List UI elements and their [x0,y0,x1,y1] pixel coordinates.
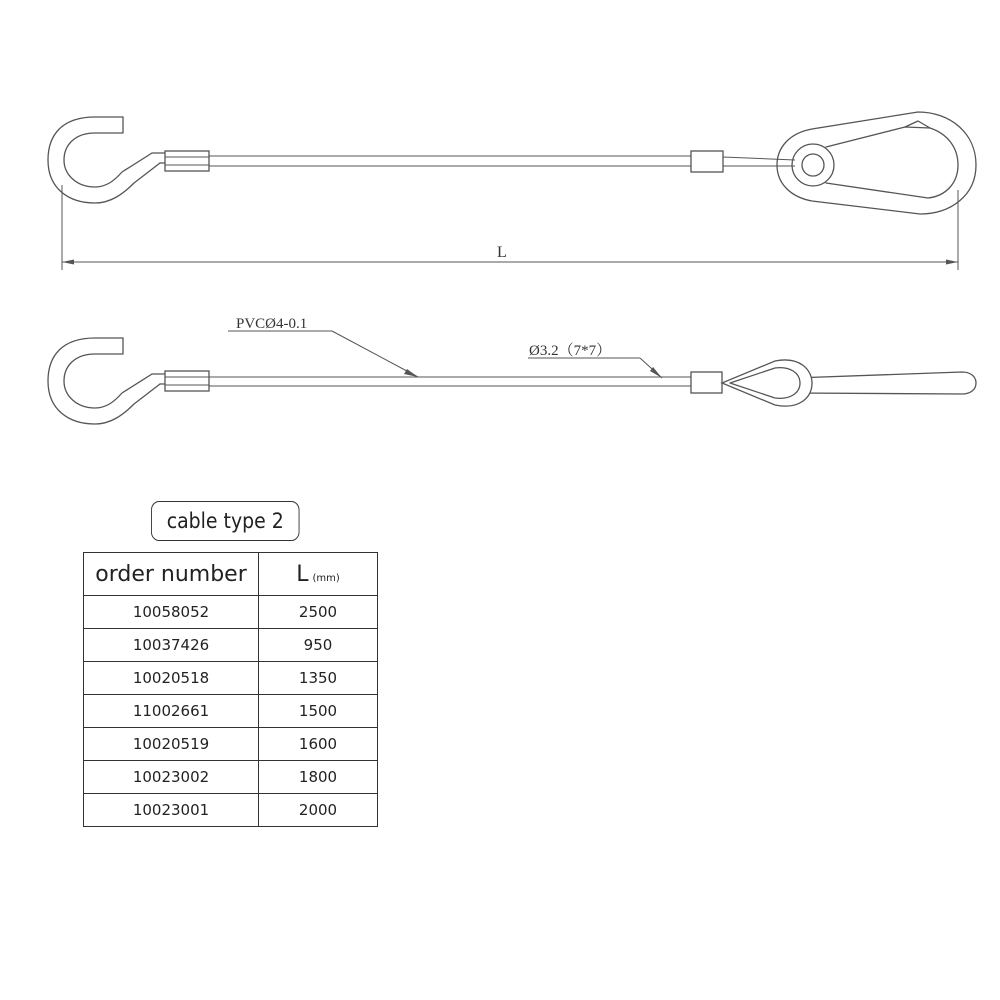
table-row [84,662,378,695]
table-row [84,761,378,794]
order-number-cell: 10020519 [84,728,259,761]
length-header-label: L [296,561,309,587]
ferrule-icon [691,151,795,172]
order-number-cell: 10020518 [84,662,259,695]
table-row [84,695,378,728]
table-header-row [84,553,378,596]
ferrule-icon [691,372,722,393]
length-cell: 950 [259,629,378,662]
table-row [84,728,378,761]
thimble-loop-icon [722,360,976,406]
sheath-label: PVCØ4-0.1 [236,316,308,332]
order-number-cell: 10037426 [84,629,259,662]
length-unit: (mm) [312,572,340,584]
table-row [84,794,378,827]
length-cell: 2500 [259,596,378,629]
table-row [84,629,378,662]
order-number-header: order number [84,553,259,596]
length-cell: 1350 [259,662,378,695]
hook-icon [48,117,165,203]
dimension-line [62,185,958,270]
order-number-cell: 11002661 [84,695,259,728]
dimension-label: L [497,244,507,261]
order-number-cell: 10023001 [84,794,259,827]
length-cell: 1800 [259,761,378,794]
hook-icon [48,338,165,424]
length-cell: 2000 [259,794,378,827]
bottom-assembly [48,316,976,424]
length-cell: 1600 [259,728,378,761]
ferrule-icon [165,371,209,391]
order-number-cell: 10023002 [84,761,259,794]
cable-label: Ø3.2（7*7） [529,343,612,359]
carabiner-icon [777,112,976,214]
top-assembly [48,112,976,270]
cable-callout [528,342,662,378]
ferrule-icon [165,151,209,171]
technical-drawing [0,0,1000,480]
sheath-callout [228,316,418,377]
order-table [83,552,378,827]
length-header [259,553,378,596]
length-cell: 1500 [259,695,378,728]
table-title: cable type 2 [151,501,300,541]
table-row [84,596,378,629]
order-number-cell: 10058052 [84,596,259,629]
